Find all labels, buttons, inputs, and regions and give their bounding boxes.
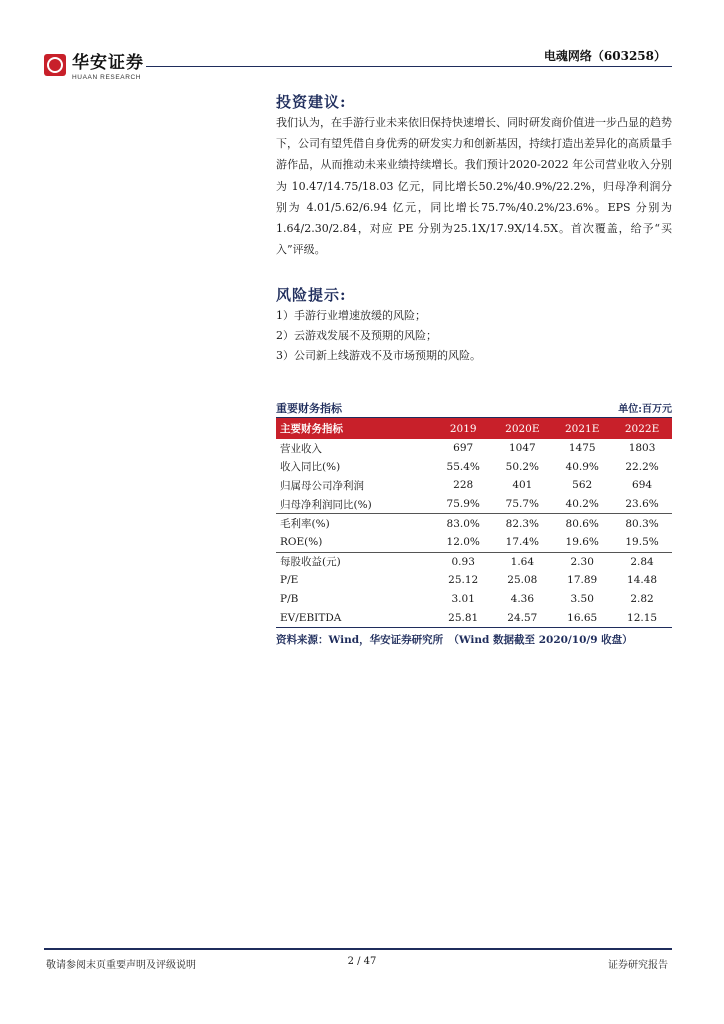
table-row [276, 533, 672, 552]
table-cell: 3.50 [570, 593, 594, 606]
investment-paragraph: 我们认为，在手游行业未来依旧保持快速增长、同时研发商价值进一步凸显的趋势下，公司有望凭借自身优秀的研发实力和创新基因，持续打造出差异化的高质量手游作品，从而推动未来业绩持续增长。我们预计2020-2022 年公司营业收入分别为 10.47/14.75/18.03 亿元，同比增长50.2%/40.9%/22.2%，归母净利润分别为 4.01/5.62/6.94 亿元，同比增长75.7%/40.2%/23.6%。EPS 分别为 1.64/2.30/2.84，对应 PE 分别为25.1X/17.9X/14.5X。首次覆盖，给予“买入”评级。 [276, 116, 672, 257]
table-cell: 毛利率(%) [280, 518, 330, 531]
table-cell: 1803 [628, 442, 656, 455]
table-cell: 25.08 [507, 574, 538, 587]
financial-table [276, 417, 672, 628]
table-cell: P/B [280, 593, 299, 606]
table-header-row [276, 418, 672, 440]
table-source-note: 资料来源：Wind，华安证券研究所 （Wind 数据截至 2020/10/9 收盘） [276, 634, 633, 646]
logo-seal-icon [44, 54, 66, 76]
table-header-cell: 2022E [612, 418, 672, 440]
table-cell: EV/EBITDA [276, 608, 434, 627]
table-cell: P/E [280, 574, 299, 587]
table-cell: 75.7% [492, 495, 552, 514]
risk-list [276, 306, 481, 366]
table-cell: 24.57 [492, 608, 552, 627]
table-cell: 75.9% [434, 495, 492, 514]
table-cell: 694 [632, 479, 653, 492]
footer-report-type: 证券研究报告 [608, 960, 668, 971]
table-cell: 2.84 [630, 555, 654, 568]
table-row [276, 608, 672, 627]
table-cell: 14.48 [627, 574, 658, 587]
table-cell: 2.82 [630, 593, 654, 606]
table-cell: 16.65 [552, 608, 612, 627]
table-cell: 562 [572, 479, 593, 492]
logo-name-en: HUAAN RESEARCH [72, 74, 142, 81]
table-cell: 40.9% [565, 460, 599, 473]
table-cell: 4.36 [510, 593, 535, 606]
table-row [276, 552, 672, 571]
table-row [276, 590, 672, 609]
risk-title: 风险提示: [276, 286, 347, 304]
table-cell: 25.12 [448, 574, 479, 587]
table-cell: 1.64 [510, 555, 535, 568]
table-cell: 19.6% [552, 533, 612, 552]
table-cell: 697 [453, 442, 474, 455]
table-cell: 营业收入 [280, 442, 322, 455]
table-cell: 归属母公司净利润 [280, 479, 364, 492]
risk-item: 2）云游戏发展不及预期的风险； [276, 329, 437, 342]
table-cell: 50.2% [505, 460, 540, 473]
table-cell: 12.15 [612, 608, 672, 627]
table-cell: 19.5% [612, 533, 672, 552]
risk-item: 1）手游行业增速放缓的风险； [276, 309, 426, 322]
table-caption: 重要财务指标 [276, 402, 342, 415]
table-cell: 22.2% [625, 460, 659, 473]
table-cell: 1475 [568, 442, 596, 455]
table-cell: 17.4% [492, 533, 552, 552]
table-unit: 单位:百万元 [618, 404, 672, 415]
table-header-cell: 主要财务指标 [276, 418, 434, 440]
table-caption-row [276, 400, 672, 416]
investment-title: 投资建议: [276, 93, 347, 111]
table-row [276, 439, 672, 458]
risk-item: 3）公司新上线游戏不及市场预期的风险。 [276, 349, 481, 362]
footer-divider [44, 948, 672, 950]
table-cell: 12.0% [434, 533, 492, 552]
table-cell: 17.89 [567, 574, 598, 587]
table-cell: 82.3% [505, 517, 540, 530]
table-cell: 收入同比(%) [280, 461, 341, 474]
table-cell: 25.81 [434, 608, 492, 627]
header-company-name: 电魂网络（603258） [543, 49, 666, 63]
table-cell: 401 [512, 479, 533, 492]
table-cell: 23.6% [612, 495, 672, 514]
table-cell: 归母净利润同比(%) [276, 495, 434, 514]
table-header-cell: 2021E [552, 418, 612, 440]
table-header-cell: 2020E [492, 418, 552, 440]
table-row [276, 495, 672, 514]
table-cell: 1047 [508, 442, 536, 455]
table-cell: 0.93 [451, 555, 475, 568]
table-cell: ROE(%) [276, 533, 434, 552]
table-cell: 3.01 [451, 593, 475, 606]
table-cell: 80.6% [565, 517, 599, 530]
table-row [276, 514, 672, 533]
table-cell: 80.3% [625, 517, 659, 530]
table-row [276, 458, 672, 477]
table-cell: 每股收益(元) [280, 556, 341, 569]
page-number: 2 / 47 [347, 956, 377, 967]
table-cell: 83.0% [446, 517, 480, 530]
table-cell: 228 [453, 479, 474, 492]
table-row [276, 571, 672, 590]
table-header-cell: 2019 [434, 418, 492, 440]
company-logo [44, 54, 144, 81]
table-cell: 40.2% [552, 495, 612, 514]
header-divider [146, 66, 672, 67]
logo-name-cn: 华安证券 [72, 53, 144, 73]
table-cell: 55.4% [446, 460, 480, 473]
table-cell: 2.30 [570, 555, 594, 568]
table-row [276, 476, 672, 495]
footer-disclaimer: 敬请参阅末页重要声明及评级说明 [46, 960, 196, 971]
